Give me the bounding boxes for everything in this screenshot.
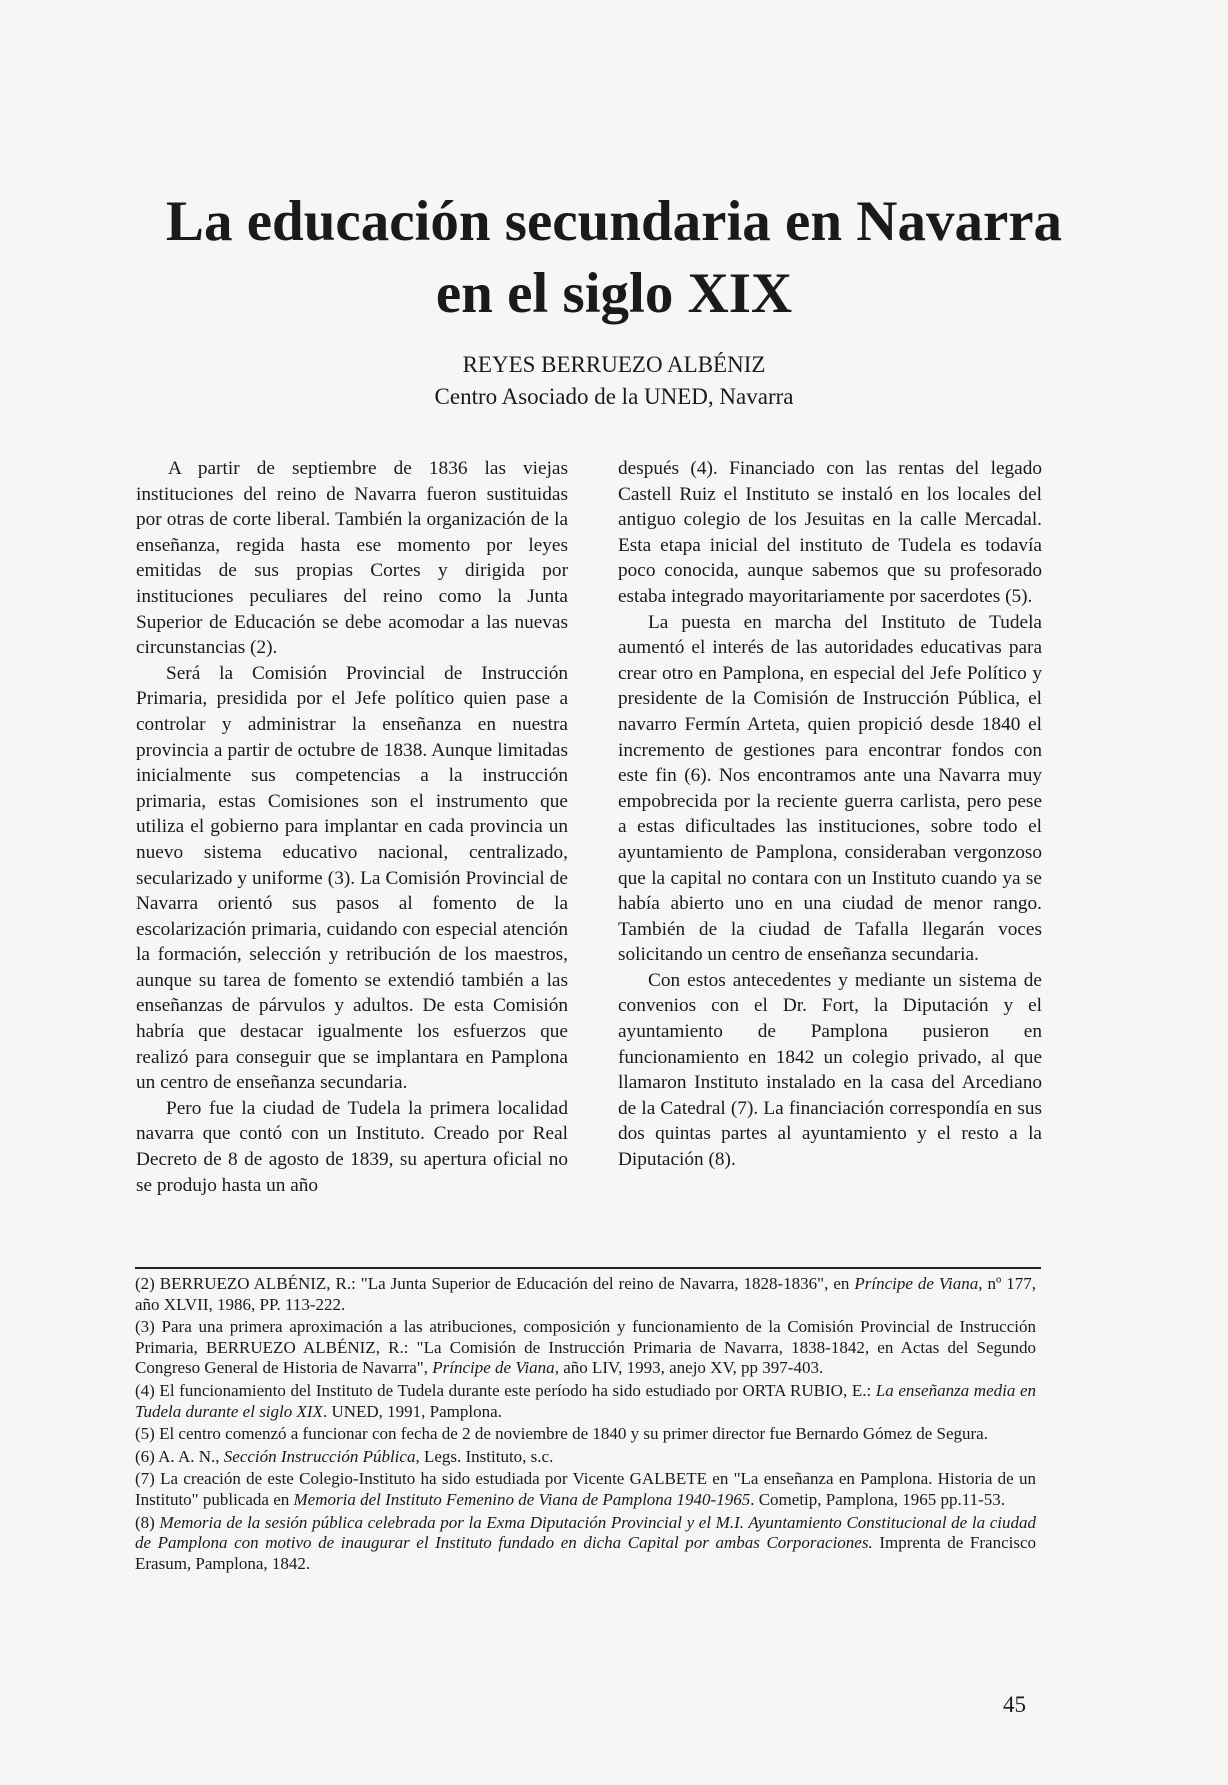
footnote-italic: Príncipe de Viana xyxy=(854,1274,979,1293)
title-line-1: La educación secundaria en Navarra xyxy=(165,190,1063,253)
footnote-text: (8) xyxy=(135,1512,160,1532)
footnotes xyxy=(135,1274,1036,1576)
footnote-5: (5) El centro comenzó a funcionar con fecha de 2 de noviembre de 1840 y su primer director fue Bernardo Gómez de Segura. xyxy=(135,1424,988,1444)
body-paragraph: Pero fue la ciudad de Tudela la primera localidad navarra que contó con un Instituto. Creado por Real Decreto de 8 de agosto de 1839, su apertura oficial no se produjo hasta un año xyxy=(136,1097,568,1196)
footnote-italic: Príncipe de Viana xyxy=(432,1358,555,1378)
footnote-italic: Memoria del Instituto Femenino de Viana de Pamplona 1940-1965 xyxy=(293,1489,751,1509)
footnote-text: , nº 177, año XLVII, 1986, PP. 113-222. xyxy=(135,1274,1036,1314)
footnote-divider xyxy=(135,1267,1041,1269)
footnote-italic: La enseñanza media en Tudela durante el siglo XIX xyxy=(135,1380,1036,1421)
footnote-7 xyxy=(135,1469,1036,1510)
body-paragraph: Será la Comisión Provincial de Instrucción Primaria, presidida por el Jefe político quien pase a controlar y administrar la enseñanza en nuestra provincia a partir de octubre de 1838. Aunque limitadas inicialmente sus competencias a la instrucción primaria, estas Comisiones son el instrumento que utiliza el gobierno para implantar en cada provincia un nuevo sistema educativo nacional, centralizado, secularizado y uniforme (3). La Comisión Provincial de Navarra orientó sus pasos al fomento de la escolarización primaria, cuidando con especial atención la formación, selección y retribución de los maestros, aunque su tarea de fomento se extendió también a las enseñanzas de párvulos y adultos. De esta Comisión habría que destacar igualmente los esfuerzos que realizó para conseguir que se implantara en Pamplona un centro de enseñanza secundaria. xyxy=(136,662,568,1094)
footnote-text: Imprenta de Francisco Erasum, Pamplona, 1842. xyxy=(135,1533,1036,1573)
body-paragraph: Con estos antecedentes y mediante un sistema de convenios con el Dr. Fort, la Diputación y el ayuntamiento de Pamplona pusieron en funcionamiento en 1842 un colegio privado, al que llamaron Instituto instalado en la casa del Arcediano de la Catedral (7). La financiación correspondía en sus dos quintas partes al ayuntamiento y el resto a la Diputación (8). xyxy=(618,969,1042,1171)
author-block xyxy=(0,349,1228,413)
footnote-italic: Sección Instrucción Pública xyxy=(223,1446,416,1466)
body-paragraph: después (4). Financiado con las rentas del legado Castell Ruiz el Instituto se instaló en los locales del antiguo colegio de los Jesuitas en la calle Mercadal. Esta etapa inicial del instituto de Tudela es todavía poco conocida, aunque sabemos que su profesorado estaba integrado mayoritariamente por sacerdotes (5). xyxy=(618,458,1042,607)
footnote-6 xyxy=(135,1447,1036,1468)
footnote-2 xyxy=(135,1274,1036,1315)
footnote-text: (4) El funcionamiento del Instituto de Tudela durante este período ha sido estudiado por ORTA RUBIO, E.: xyxy=(135,1380,876,1400)
footnote-text: , Legs. Instituto, s.c. xyxy=(415,1446,554,1466)
footnote-text: (6) A. A. N., xyxy=(135,1446,224,1466)
footnote-text: (7) La creación de este Colegio-Instituto ha sido estudiada por Vicente GALBETE en "La enseñanza en Pamplona. Historia de un Instituto" publicada en xyxy=(135,1469,1036,1509)
footnote-8 xyxy=(135,1513,1036,1575)
author-affiliation: Centro Asociado de la UNED, Navarra xyxy=(434,384,794,409)
footnote-text: , año LIV, 1993, anejo XV, pp 397-403. xyxy=(554,1358,824,1378)
body-paragraph: A partir de septiembre de 1836 las viejas instituciones del reino de Navarra fueron sustituidas por otras de corte liberal. También la organización de la enseñanza, regida hasta ese momento por leyes emitidas de sus propias Cortes y dirigida por instituciones peculiares del reino como la Junta Superior de Educación se debe acomodar a las nuevas circunstancias (2). xyxy=(136,458,568,659)
right-column xyxy=(618,456,1042,1173)
article-title xyxy=(0,186,1228,330)
body-paragraph: La puesta en marcha del Instituto de Tudela aumentó el interés de las autoridades educativas para crear otro en Pamplona, en especial del Jefe Político y presidente de la Comisión de Instrucción Pública, el navarro Fermín Arteta, quien propició desde 1840 el incremento de gestiones para encontrar fondos con este fin (6). Nos encontramos ante una Navarra muy empobrecida por la reciente guerra carlista, pero pese a estas dificultades las instituciones, sobre todo el ayuntamiento de Pamplona, consideraban vergonzoso que la capital no contara con un Instituto cuando ya se había abierto uno en una ciudad de menor rango. También de la ciudad de Tafalla llegarán voces solicitando un centro de enseñanza secundaria. xyxy=(618,611,1042,966)
footnote-3 xyxy=(135,1317,1036,1379)
left-column xyxy=(136,456,568,1198)
footnote-text: . Cometip, Pamplona, 1965 pp.11-53. xyxy=(750,1489,1006,1509)
author-name: REYES BERRUEZO ALBÉNIZ xyxy=(462,352,766,377)
footnote-text: (3) Para una primera aproximación a las atribuciones, composición y funcionamiento de la Comisión Provincial de Instrucción Primaria, BERRUEZO ALBÉNIZ, R.: "La Comisión de Instrucción Primaria de Navarra, 1838-1842, en Actas del Segundo Congreso General de Historia de Navarra", xyxy=(135,1317,1036,1378)
footnote-4 xyxy=(135,1381,1036,1422)
footnote-text: . UNED, 1991, Pamplona. xyxy=(322,1401,502,1421)
footnote-text: (2) BERRUEZO ALBÉNIZ, R.: "La Junta Superior de Educación del reino de Navarra, 1828-1836", en xyxy=(135,1274,855,1293)
footnote-italic: Memoria de la sesión pública celebrada por la Exma Diputación Provincial y el M.I. Ayuntamiento Constitucional de la ciudad de Pamplona con motivo de inaugurar el Instituto fundado en dicha Capital por ambas Corporaciones. xyxy=(135,1512,1036,1553)
page-number: 45 xyxy=(1003,1692,1026,1717)
title-line-2: en el siglo XIX xyxy=(435,262,793,325)
